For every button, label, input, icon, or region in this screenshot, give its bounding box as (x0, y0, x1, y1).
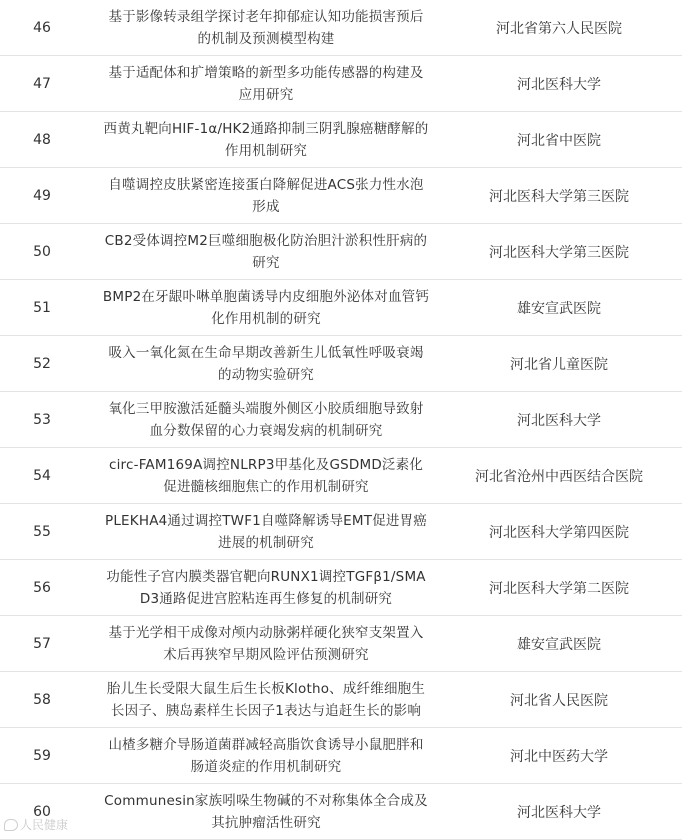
chat-bubble-icon (4, 819, 18, 831)
row-number: 59 (33, 747, 51, 764)
institution: 河北医科大学第四医院 (489, 524, 629, 541)
institution: 河北医科大学 (517, 412, 601, 429)
project-title: 吸入一氧化氮在生命早期改善新生儿低氧性呼吸衰竭 的动物实验研究 (108, 344, 424, 383)
row-number: 47 (33, 75, 51, 92)
table-row (0, 0, 682, 56)
table-row (0, 448, 682, 504)
project-title: 基于影像转录组学探讨老年抑郁症认知功能损害预后 的机制及预测模型构建 (108, 8, 424, 47)
table-row (0, 112, 682, 168)
row-number: 53 (33, 411, 51, 428)
project-title: PLEKHA4通过调控TWF1自噬降解诱导EMT促进胃癌 进展的机制研究 (105, 512, 427, 551)
project-title: circ-FAM169A调控NLRP3甲基化及GSDMD泛素化 促进髓核细胞焦亡的作用机制研究 (108, 456, 424, 495)
row-number: 54 (33, 467, 51, 484)
table-row (0, 560, 682, 616)
table-row (0, 336, 682, 392)
row-number: 57 (33, 635, 51, 652)
table-row (0, 504, 682, 560)
institution: 河北医科大学第二医院 (489, 580, 629, 597)
table-row (0, 672, 682, 728)
project-title: 胎儿生长受限大鼠生后生长板Klotho、成纤维细胞生 长因子、胰岛素样生长因子1表达与追赶生长的影响 (106, 680, 426, 719)
table-row (0, 168, 682, 224)
project-title: 西黄丸靶向HIF-1α/HK2通路抑制三阴乳腺癌糖酵解的 作用机制研究 (103, 120, 429, 159)
institution: 河北医科大学第三医院 (489, 188, 629, 205)
institution: 河北省儿童医院 (510, 356, 608, 373)
institution: 河北省人民医院 (510, 692, 608, 709)
table-row (0, 728, 682, 784)
project-title: 基于适配体和扩增策略的新型多功能传感器的构建及 应用研究 (108, 64, 424, 103)
table-row (0, 56, 682, 112)
table-row (0, 280, 682, 336)
row-number: 58 (33, 691, 51, 708)
institution: 河北中医药大学 (510, 748, 608, 765)
row-number: 55 (33, 523, 51, 540)
row-number: 51 (33, 299, 51, 316)
project-title: 山楂多糖介导肠道菌群减轻高脂饮食诱导小鼠肥胖和 肠道炎症的作用机制研究 (108, 736, 424, 775)
row-number: 46 (33, 19, 51, 36)
institution: 河北医科大学第三医院 (489, 244, 629, 261)
institution: 河北省沧州中西医结合医院 (475, 468, 643, 485)
table-row (0, 784, 682, 840)
row-number: 52 (33, 355, 51, 372)
row-number: 49 (33, 187, 51, 204)
institution: 河北医科大学 (517, 804, 601, 821)
project-title: 基于光学相干成像对颅内动脉粥样硬化狭窄支架置入 术后再狭窄早期风险评估预测研究 (108, 624, 424, 663)
project-title: CB2受体调控M2巨噬细胞极化防治胆汁淤积性肝病的 研究 (104, 232, 428, 271)
table-row (0, 224, 682, 280)
table-row (0, 392, 682, 448)
institution: 雄安宣武医院 (517, 636, 601, 653)
row-number: 56 (33, 579, 51, 596)
table-row (0, 616, 682, 672)
project-title: 氧化三甲胺激活延髓头端腹外侧区小胶质细胞导致射 血分数保留的心力衰竭发病的机制研究 (108, 400, 424, 439)
watermark (4, 816, 68, 833)
watermark-text: 人民健康 (20, 818, 69, 832)
row-number: 48 (33, 131, 51, 148)
project-title: 功能性子宫内膜类器官靶向RUNX1调控TGFβ1/SMA D3通路促进宫腔粘连再生修复的机制研究 (106, 568, 426, 607)
institution: 雄安宣武医院 (517, 300, 601, 317)
project-title: 自噬调控皮肤紧密连接蛋白降解促进ACS张力性水泡 形成 (108, 176, 424, 215)
institution: 河北省中医院 (517, 132, 601, 149)
row-number: 60 (33, 803, 51, 820)
institution: 河北医科大学 (517, 76, 601, 93)
institution: 河北省第六人民医院 (496, 20, 622, 37)
row-number: 50 (33, 243, 51, 260)
project-title: BMP2在牙龈卟啉单胞菌诱导内皮细胞外泌体对血管钙 化作用机制的研究 (102, 288, 430, 327)
project-title: Communesin家族吲哚生物碱的不对称集体全合成及 其抗肿瘤活性研究 (104, 792, 428, 831)
